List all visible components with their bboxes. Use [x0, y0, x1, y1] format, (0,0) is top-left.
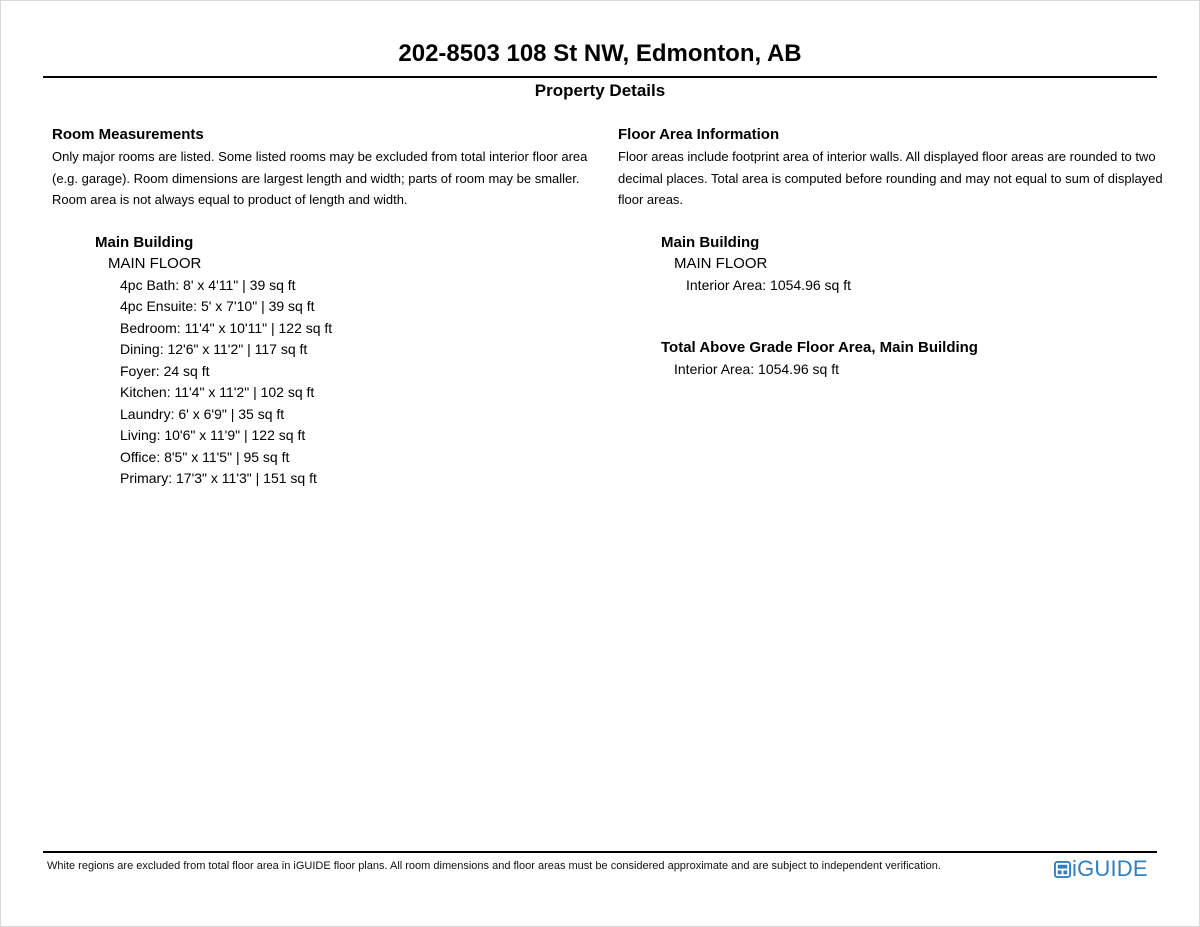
room-item: Dining: 12'6" x 11'2" | 117 sq ft — [120, 341, 308, 357]
room-item: Kitchen: 11'4" x 11'2" | 102 sq ft — [120, 384, 315, 400]
floor-area-section — [618, 125, 1168, 380]
footer-divider — [43, 851, 1157, 853]
iguide-logo-text: iGUIDE — [1072, 856, 1148, 881]
iguide-logo-icon — [1054, 861, 1071, 878]
room-measurements-description: Only major rooms are listed. Some listed rooms may be excluded from total interior floor area (e.g. garage). Room dimensions are largest length and width; parts of room may be smaller. Room area is not always equal to product of length and width. — [52, 149, 588, 207]
building-name: Main Building — [95, 233, 194, 251]
room-item: Primary: 17'3" x 11'3" | 151 sq ft — [120, 470, 317, 486]
page-title: 202-8503 108 St NW, Edmonton, AB — [398, 40, 802, 67]
room-item: Office: 8'5" x 11'5" | 95 sq ft — [120, 448, 290, 465]
total-area-heading: Total Above Grade Floor Area, Main Building — [661, 339, 978, 356]
footer-disclaimer: White regions are excluded from total floor area in iGUIDE floor plans. All room dimensions and floor areas must be considered approximate and are subject to independent verification. — [47, 860, 941, 872]
room-item: 4pc Bath: 8' x 4'11" | 39 sq ft — [120, 276, 296, 293]
room-item: Foyer: 24 sq ft — [120, 362, 210, 379]
total-interior-area: Interior Area: 1054.96 sq ft — [674, 361, 839, 377]
room-list — [52, 233, 592, 490]
room-measurements-heading: Room Measurements — [52, 126, 204, 143]
floor-name: MAIN FLOOR — [674, 254, 768, 272]
building-name: Main Building — [661, 233, 760, 251]
floor-area-heading: Floor Area Information — [618, 126, 780, 143]
floor-area-description: Floor areas include footprint area of interior walls. All displayed floor areas are rounded to two decimal places. Total area is computed before rounding and may not equal to sum of displayed floor areas. — [618, 149, 1163, 207]
room-item: Living: 10'6" x 11'9" | 122 sq ft — [120, 427, 306, 443]
header-divider — [43, 76, 1157, 78]
room-item: Laundry: 6' x 6'9" | 35 sq ft — [120, 405, 285, 422]
iguide-logo — [1054, 856, 1148, 882]
interior-area: Interior Area: 1054.96 sq ft — [686, 276, 851, 293]
room-measurements-section — [52, 125, 592, 490]
page-subtitle: Property Details — [534, 81, 666, 100]
floor-name: MAIN FLOOR — [108, 254, 202, 272]
room-item: Bedroom: 11'4" x 10'11" | 122 sq ft — [120, 319, 333, 336]
room-item: 4pc Ensuite: 5' x 7'10" | 39 sq ft — [120, 298, 315, 314]
floor-area-list — [618, 233, 1168, 381]
